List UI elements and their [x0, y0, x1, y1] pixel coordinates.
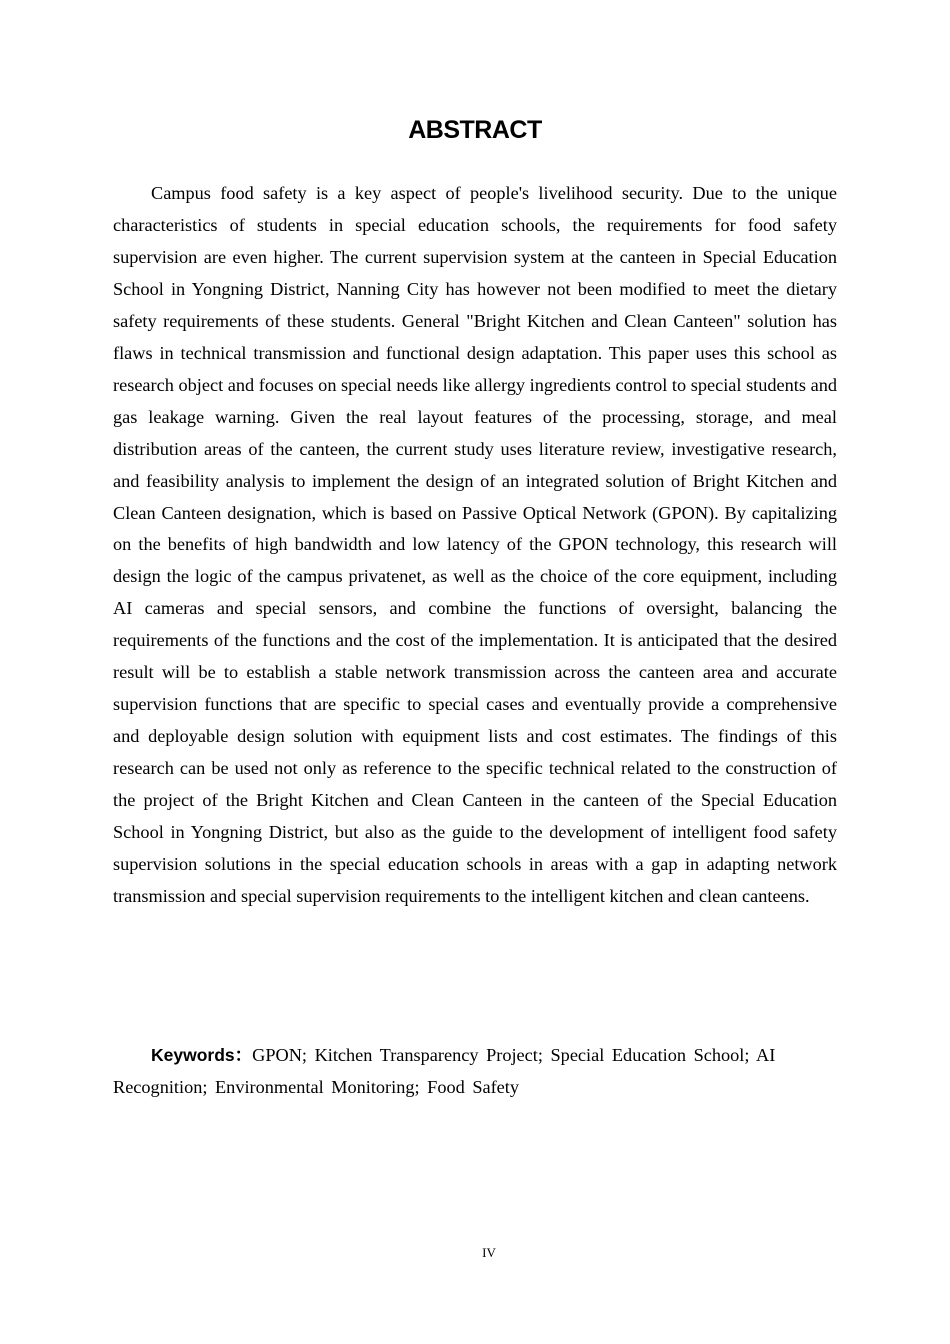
page-title: ABSTRACT	[408, 116, 542, 144]
keywords-line	[113, 1040, 837, 1103]
keywords-label: Keywords：	[151, 1045, 253, 1065]
keywords-list: GPON; Kitchen Transparency Project; Special Education School; AI Recognition; Environmental Monitoring; Food Safety	[113, 1045, 776, 1097]
page-number: IV	[482, 1245, 496, 1260]
abstract-paragraph: Campus food safety is a key aspect of people's livelihood security. Due to the unique characteristics of students in special education schools, the requirements for food safety supervision are even higher. The current supervision system at the canteen in Special Education School in Yongning District, Nanning City has however not been modified to meet the dietary safety requirements of these students. General "Bright Kitchen and Clean Canteen" solution has flaws in technical transmission and functional design adaptation. This paper uses this school as research object and focuses on special needs like allergy ingredients control to special students and gas leakage warning. Given the real layout features of the processing, storage, and meal distribution areas of the canteen, the current study uses literature review, investigative research, and feasibility analysis to implement the design of an integrated solution of Bright Kitchen and Clean Canteen designation, which is based on Passive Optical Network (GPON). By capitalizing on the benefits of high bandwidth and low latency of the GPON technology, this research will design the logic of the campus privatenet, as well as the choice of the core equipment, including AI cameras and special sensors, and combine the functions of oversight, balancing the requirements of the functions and the cost of the implementation. It is anticipated that the desired result will be to establish a stable network transmission across the canteen area and accurate supervision functions that are specific to special cases and eventually provide a comprehensive and deployable design solution with equipment lists and cost estimates. The findings of this research can be used not only as reference to the specific technical related to the construction of the project of the Bright Kitchen and Clean Canteen in the canteen of the Special Education School in Yongning District, but also as the guide to the development of intelligent food safety supervision solutions in the special education schools in areas with a gap in adapting network transmission and special supervision requirements to the intelligent kitchen and clean canteens.	[113, 183, 837, 906]
